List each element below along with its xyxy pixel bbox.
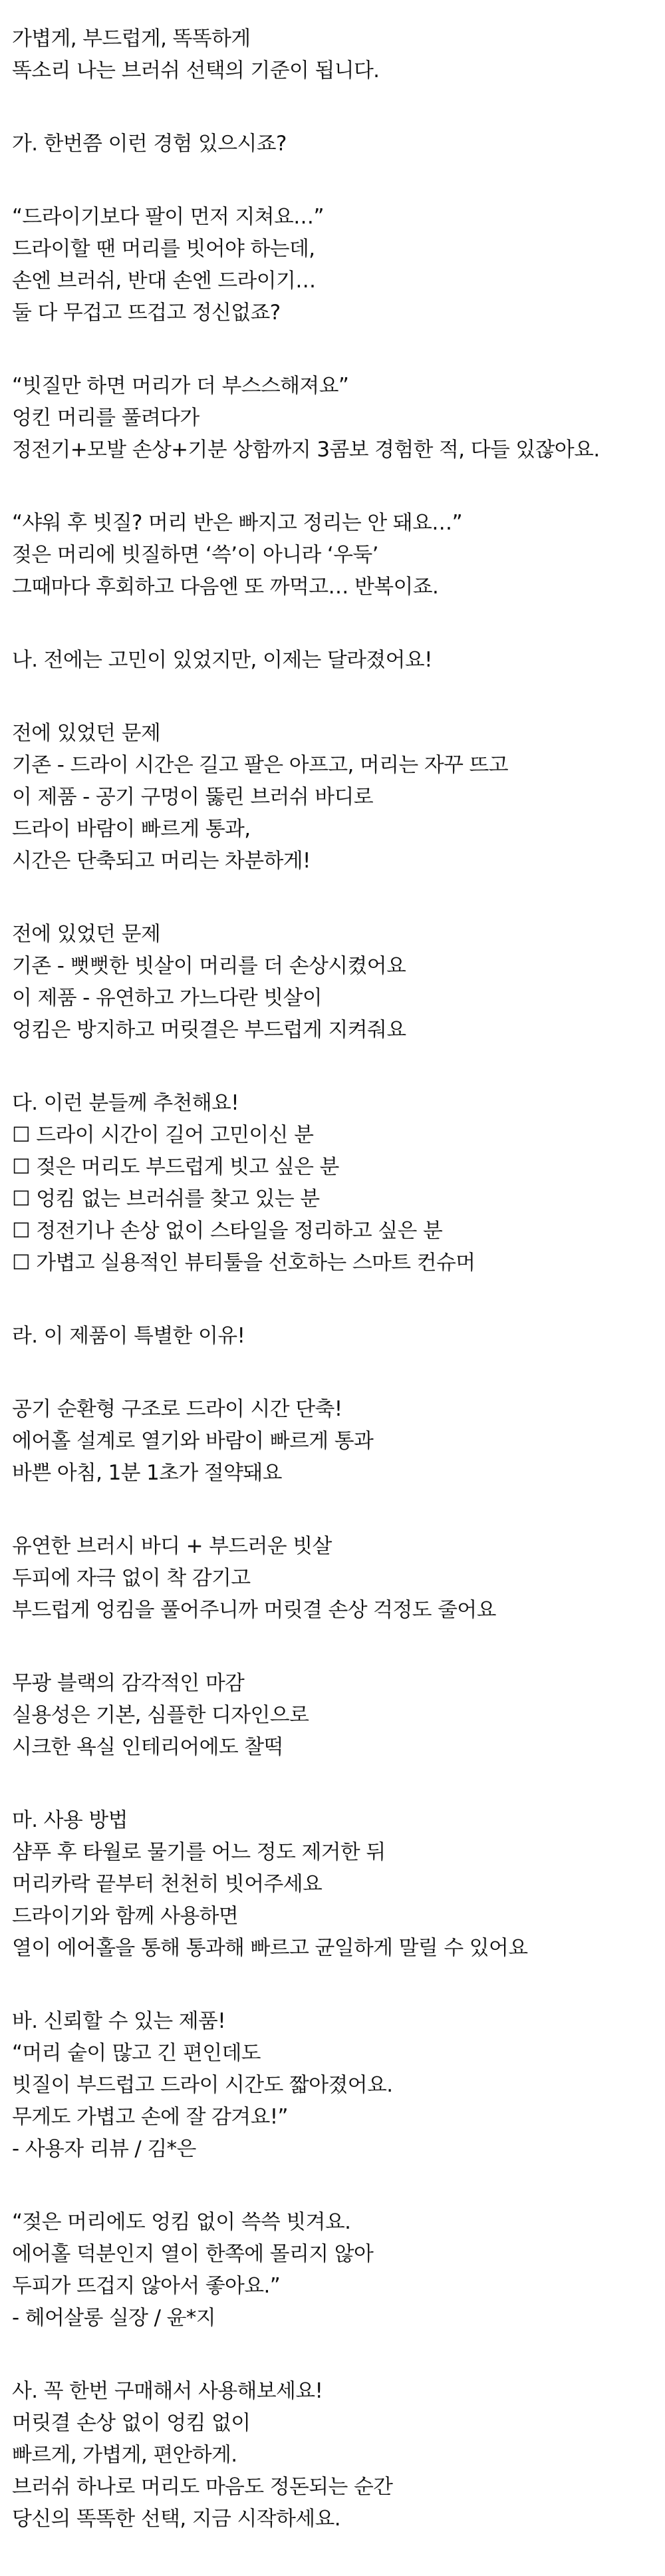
- text-line: 가볍게, 부드럽게, 똑똑하게: [12, 27, 251, 51]
- text-line: 무게도 가볍고 손에 잘 감겨요!”: [12, 2105, 288, 2129]
- text-line: 기존 - 뻣뻣한 빗살이 머리를 더 손상시켰어요: [12, 954, 406, 978]
- paragraph: [12, 370, 654, 466]
- text-line: 엉킨 머리를 풀려다가: [12, 406, 200, 430]
- text-line: 빠르게, 가볍게, 편안하게.: [12, 2443, 237, 2467]
- text-line: 시크한 욕실 인테리어에도 찰떡: [12, 1735, 283, 1759]
- text-line: 드라이할 땐 머리를 빗어야 하는데,: [12, 237, 315, 261]
- paragraph: [12, 1530, 654, 1626]
- text-line: 샴푸 후 타월로 물기를 어느 정도 제거한 뒤: [12, 1840, 386, 1864]
- paragraph: [12, 918, 654, 1046]
- text-line: 바. 신뢰할 수 있는 제품!: [12, 2009, 226, 2033]
- text-line: 드라이기와 함께 사용하면: [12, 1904, 239, 1928]
- text-line: 가. 한번쯤 이런 경험 있으시죠?: [12, 132, 287, 156]
- text-line: 마. 사용 방법: [12, 1808, 128, 1832]
- paragraph: [12, 201, 654, 329]
- text-line: ☐ 엉킴 없는 브러쉬를 찾고 있는 분: [12, 1187, 320, 1211]
- text-line: 두피가 뜨겁지 않아서 좋아요.”: [12, 2274, 281, 2298]
- paragraph: [12, 1393, 654, 1489]
- text-line: 바쁜 아침, 1분 1초가 절약돼요: [12, 1461, 282, 1485]
- text-line: - 사용자 리뷰 / 김*은: [12, 2137, 196, 2161]
- paragraph: [12, 128, 654, 160]
- paragraph: [12, 2005, 654, 2165]
- paragraph: [12, 1087, 654, 1279]
- paragraph: [12, 507, 654, 603]
- paragraph: [12, 717, 654, 877]
- text-line: 열이 에어홀을 통해 통과해 빠르고 균일하게 말릴 수 있어요: [12, 1936, 528, 1960]
- text-line: 엉킴은 방지하고 머릿결은 부드럽게 지켜줘요: [12, 1018, 406, 1042]
- text-line: 유연한 브러시 바디 + 부드러운 빗살: [12, 1534, 332, 1558]
- text-line: ☐ 젖은 머리도 부드럽게 빗고 싶은 분: [12, 1155, 339, 1179]
- text-line: 젖은 머리에 빗질하면 ‘쓱’이 아니라 ‘우둑’: [12, 543, 378, 567]
- paragraph: [12, 2375, 654, 2535]
- text-line: 이 제품 - 공기 구멍이 뚫린 브러쉬 바디로: [12, 785, 373, 809]
- text-line: 정전기+모발 손상+기분 상함까지 3콤보 경험한 적, 다들 있잖아요.: [12, 438, 600, 462]
- text-line: 머리카락 끝부터 천천히 빗어주세요: [12, 1872, 323, 1896]
- document-body: [12, 23, 654, 2576]
- text-line: 당신의 똑똑한 선택, 지금 시작하세요.: [12, 2507, 340, 2531]
- text-line: 사. 꼭 한번 구매해서 사용해보세요!: [12, 2379, 323, 2403]
- text-line: 나. 전에는 고민이 있었지만, 이제는 달라졌어요!: [12, 648, 432, 672]
- text-line: 머릿결 손상 없이 엉킴 없이: [12, 2411, 251, 2435]
- text-line: 둘 다 무겁고 뜨겁고 정신없죠?: [12, 301, 281, 325]
- text-line: “드라이기보다 팔이 먼저 지쳐요…”: [12, 205, 324, 229]
- text-line: 에어홀 설계로 열기와 바람이 빠르게 통과: [12, 1429, 374, 1453]
- text-line: 똑소리 나는 브러쉬 선택의 기준이 됩니다.: [12, 59, 380, 82]
- text-line: ☐ 드라이 시간이 길어 고민이신 분: [12, 1123, 314, 1147]
- text-line: 부드럽게 엉킴을 풀어주니까 머릿결 손상 걱정도 줄어요: [12, 1598, 496, 1622]
- text-line: 라. 이 제품이 특별한 이유!: [12, 1324, 245, 1348]
- text-line: 공기 순환형 구조로 드라이 시간 단축!: [12, 1397, 342, 1421]
- text-line: - 헤어살롱 실장 / 윤*지: [12, 2306, 215, 2330]
- paragraph: [12, 1320, 654, 1352]
- paragraph: [12, 1804, 654, 1964]
- paragraph: [12, 23, 654, 86]
- paragraph: [12, 1667, 654, 1763]
- text-line: “젖은 머리에도 엉킴 없이 쓱쓱 빗겨요.: [12, 2210, 351, 2234]
- text-line: 시간은 단축되고 머리는 차분하게!: [12, 849, 311, 873]
- text-line: 두피에 자극 없이 착 감기고: [12, 1566, 251, 1590]
- text-line: 실용성은 기본, 심플한 디자인으로: [12, 1703, 309, 1727]
- text-line: 에어홀 덕분인지 열이 한쪽에 몰리지 않아: [12, 2242, 374, 2266]
- text-line: 전에 있었던 문제: [12, 922, 161, 946]
- text-line: ☐ 가볍고 실용적인 뷰티툴을 선호하는 스마트 컨슈머: [12, 1251, 475, 1275]
- text-line: ☐ 정전기나 손상 없이 스타일을 정리하고 싶은 분: [12, 1219, 443, 1243]
- text-line: “머리 숱이 많고 긴 편인데도: [12, 2041, 261, 2065]
- text-line: 전에 있었던 문제: [12, 721, 161, 745]
- text-line: “빗질만 하면 머리가 더 부스스해져요”: [12, 374, 349, 398]
- paragraph: [12, 644, 654, 676]
- text-line: 드라이 바람이 빠르게 통과,: [12, 817, 251, 841]
- text-line: 이 제품 - 유연하고 가느다란 빗살이: [12, 986, 323, 1010]
- paragraph: [12, 2206, 654, 2334]
- text-line: 빗질이 부드럽고 드라이 시간도 짧아졌어요.: [12, 2073, 393, 2097]
- text-line: 그때마다 후회하고 다음엔 또 까먹고… 반복이죠.: [12, 575, 439, 599]
- text-line: “샤워 후 빗질? 머리 반은 빠지고 정리는 안 돼요…”: [12, 511, 462, 535]
- text-line: 브러쉬 하나로 머리도 마음도 정돈되는 순간: [12, 2475, 393, 2499]
- text-line: 다. 이런 분들께 추천해요!: [12, 1091, 239, 1115]
- text-line: 무광 블랙의 감각적인 마감: [12, 1671, 245, 1695]
- text-line: 손엔 브러쉬, 반대 손엔 드라이기…: [12, 269, 316, 293]
- text-line: 기존 - 드라이 시간은 길고 팔은 아프고, 머리는 자꾸 뜨고: [12, 753, 509, 777]
